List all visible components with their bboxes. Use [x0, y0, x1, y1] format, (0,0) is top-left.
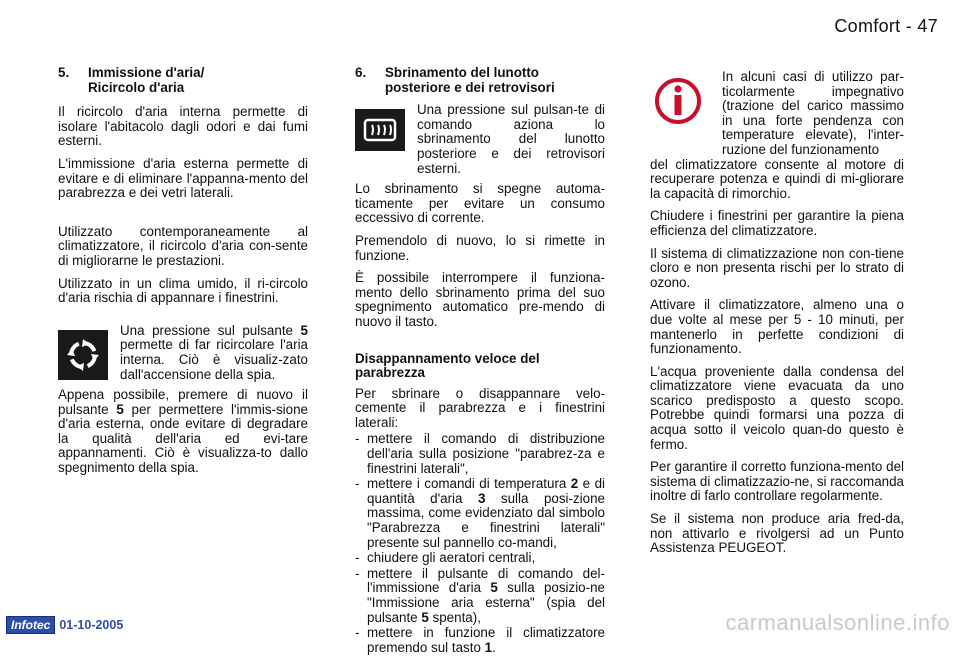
section-5-heading: 5. Immissione d'aria/ Ricircolo d'aria	[58, 65, 205, 95]
paragraph: Per sbrinare o disappannare velo-cemente il parabrezza e i finestrini laterali:	[355, 385, 605, 430]
paragraph: Il ricircolo d'aria interna permette di isolare l'abitacolo dagli odori e dai fumi esterni.	[58, 104, 308, 149]
info-text: In alcuni casi di utilizzo par-ticolarmente impegnativo (trazione del carico massimo in una forte pendenza con temperature elevate), l'inter-ruzione del funzionamento	[722, 69, 904, 157]
column-1	[58, 66, 308, 484]
paragraph: Per garantire il corretto funziona-mento del sistema di climatizzazio-ne, si raccomanda inoltre di farlo controllare regolarmente.	[650, 459, 904, 504]
recirculation-block	[58, 324, 308, 382]
list-item: - chiudere gli aeratori centrali,	[355, 551, 605, 566]
rear-defrost-icon	[355, 109, 405, 151]
paragraph: Utilizzato in un clima umido, il ri-circolo d'aria rischia di appannare i finestrini.	[58, 275, 308, 306]
column-3	[650, 70, 904, 564]
footer-date: 01-10-2005	[59, 618, 124, 632]
page-title: Comfort - 47	[834, 16, 938, 36]
recirculation-text: Una pressione sul pulsante 5 permette di far ricircolare l'aria interna. Ciò è visualiz-zato dall'accensione della spia.	[120, 322, 308, 382]
paragraph: Premendolo di nuovo, lo si rimette in funzione.	[355, 232, 605, 263]
infotec-logo: Infotec	[6, 616, 55, 634]
watermark: carmanualsonline.info	[725, 610, 950, 635]
info-icon	[650, 76, 708, 126]
paragraph: Chiudere i finestrini per garantire la piena efficienza del climatizzatore.	[650, 208, 904, 238]
footer	[6, 616, 123, 634]
paragraph: È possibile interrompere il funziona-mento dello sbrinamento prima del suo spegnimento automatico pre-mendo di nuovo il tasto.	[355, 270, 605, 329]
paragraph: Il sistema di climatizzazione non con-tiene cloro e non presenta rischi per lo strato di ozono.	[650, 245, 904, 290]
column-2	[355, 66, 605, 656]
list-item: - mettere in funzione il climatizzatore premendo sul tasto 1.	[355, 626, 605, 655]
list-item: - mettere il comando di distribuzione dell'aria sulla posizione "parabrez-za e finestrini laterali",	[355, 432, 605, 476]
paragraph: Lo sbrinamento si spegne automa-ticamente per evitare un consumo eccessivo di corrente.	[355, 181, 605, 226]
paragraph: Attivare il climatizzatore, almeno una o due volte al mese per 5 - 10 minuti, per mantenerlo in perfette condizioni di funzionamento.	[650, 297, 904, 357]
recirculation-icon	[58, 330, 108, 380]
paragraph: Utilizzato contemporaneamente al climatizzatore, il ricircolo d'aria con-sente di migliorarne le prestazioni.	[58, 223, 308, 268]
paragraph: del climatizzatore consente al motore di recuperare potenza e quindi di mi-gliorare la capacità di rimorchio.	[650, 156, 904, 201]
section-6-heading: 6. Sbrinamento del lunotto posteriore e dei retrovisori	[355, 65, 555, 95]
defrost-block	[355, 103, 605, 176]
list-item: - mettere il pulsante di comando del-l'immissione d'aria 5 sulla posizio-ne "Immissione aria esterna" (spia del pulsante 5 spenta),	[355, 567, 605, 625]
paragraph: L'immissione d'aria esterna permette di evitare e di eliminare l'appanna-mento del parabrezza e dei vetri laterali.	[58, 155, 308, 201]
instruction-list	[355, 432, 605, 655]
paragraph: Appena possibile, premere di nuovo il pulsante 5 per permettere l'immis-sione d'aria esterna, onde evitare di degradare la qualità dell'aria ed evi-tare appannamenti. Ciò è visualizza-to dallo spegnimento della spia.	[58, 387, 308, 476]
subsection-heading: Disappannamento veloce del parabrezza	[355, 350, 540, 381]
list-item: - mettere i comandi di temperatura 2 e di quantità d'aria 3 sulla posi-zione massima, come evidenziato dal simbolo "Parabrezza e finestrini laterali" presente sul pannello co-mandi,	[355, 477, 605, 550]
paragraph: Se il sistema non produce aria fred-da, non attivarlo e rivolgersi ad un Punto Assistenza PEUGEOT.	[650, 511, 904, 556]
defrost-text: Una pressione sul pulsan-te di comando aziona lo sbrinamento del lunotto posteriore e dei retrovisori esterni.	[417, 102, 605, 176]
info-block	[650, 70, 904, 158]
paragraph: L'acqua proveniente dalla condensa del climatizzatore viene evacuata da uno scarico predisposto a questo scopo. Potrebbe quindi formarsi una pozza di acqua sotto il veicolo quan-do questo è fermo.	[650, 363, 904, 452]
